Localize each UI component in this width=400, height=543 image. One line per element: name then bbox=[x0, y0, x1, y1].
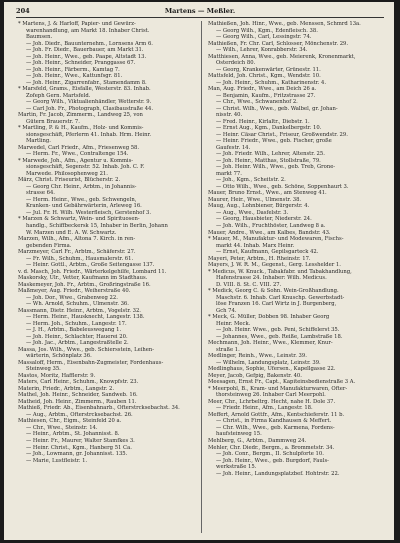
directory-entry-line: — Benjamin, Kaufm., Fritzstrasse 27. bbox=[216, 92, 316, 99]
directory-entry-line: — Fred. Heinr., Kirlaltr., Diebstr. 1. bbox=[216, 118, 310, 125]
directory-entry-line: Mauer, Bruno Ernst., Wwe., am Stenweg 41. bbox=[208, 190, 327, 197]
directory-entry-line: Massa, Jos. Wilh., Wwe., geb. Schiersstein, Leihen- bbox=[18, 346, 155, 353]
directory-entry-line: — Joh. Conr., Bergm., II. Schulpforte 10. bbox=[216, 451, 324, 458]
directory-entry-line: handlg., Schiffbeckersk 15, Inhaber in Berlin, Johann bbox=[26, 222, 168, 229]
directory-entry-line: Massmann, Dietr. Heinr., Arbtm., Vogelstr. 32. bbox=[18, 307, 141, 314]
directory-entry-line: — Joh. Wilh., Fruchthöster, Landweg 8 a. bbox=[216, 222, 326, 229]
directory-entry-line: Meyer, Jacob, Gefpig, Bakenstr. 40. bbox=[208, 372, 302, 379]
directory-entry-line: D. VIII. 8. St. C. VIII. 27. bbox=[216, 281, 282, 288]
directory-entry-line: werkstraße 15. bbox=[216, 464, 257, 471]
directory-entry-line: Mathießen, Joh. Hinr., Wwe., geb. Menssen, Schmrd 13a. bbox=[208, 21, 361, 27]
directory-entry-line: Mattsfeld, Joh. Christ., Kgm., Wendstr. 10. bbox=[208, 73, 321, 80]
directory-entry-line: Marwedel, Carl Friedr., Afm., Friesenweg 58. bbox=[18, 144, 140, 151]
directory-entry-line: Martling. bbox=[26, 138, 51, 145]
directory-entry-line: — Heinr., Arbtm., St. Johannisst. 8. bbox=[26, 431, 120, 438]
directory-entry-line: Maschstr. 6. Inhab. Carl Knuschp. Gewerbstadt- bbox=[216, 294, 345, 301]
directory-entry-line: — Johannes, Wwe., geb. Reiße, Lambstraße 18. bbox=[216, 333, 343, 340]
column-divider bbox=[201, 21, 202, 533]
directory-entry-line: * Meck, G. Müller, Dobben 98. Inhaber Georg bbox=[208, 314, 330, 321]
directory-entry-line: — Joh. Heinr., Schneider, Pranggasse 67. bbox=[26, 60, 136, 67]
directory-entry-line: — Joh. Heinr., Schuhm., Katharinenstr. 4. bbox=[216, 79, 327, 86]
directory-entry-line: Mehler, Chr. Diedr., Bergm., a. Brommetstr. 34. bbox=[208, 444, 335, 451]
directory-entry-line: * Marsfeld, Grams., Eisfalle, Westerstr. 83. Inhab. bbox=[18, 86, 151, 93]
directory-entry-line: Gütern Brauerstr. 7. bbox=[26, 118, 80, 125]
directory-entry-line: — Aug., Arbtm., Ofterstrcksebachst. 26. bbox=[26, 411, 133, 418]
directory-entry-line: — Ernst, Kaufmann, Gepilsgarteck 42. bbox=[216, 249, 319, 256]
directory-entry-line: — Joh. Dor., Wwe., Grabenweg 22. bbox=[26, 294, 118, 301]
directory-entry-line: strasse 64. bbox=[26, 190, 55, 197]
directory-entry-line: * Marzen & Schwartz, Wein- und Spirituosen- bbox=[18, 216, 140, 223]
directory-entry-line: * Meerpohl, B., Kram- und Manufakturwaren, Ofter- bbox=[208, 385, 348, 392]
directory-entry-line: Medlinghaus, Sophie, Ufersen., Kapellgasse 22. bbox=[208, 366, 336, 373]
directory-entry-line: — Heinr. Gottl., Arbtm., Große Seitengasse 137. bbox=[26, 262, 155, 269]
directory-entry-line: Marwede. Philosophenweg 21. bbox=[26, 170, 108, 177]
directory-entry-line: — Chr., Wwe., Steinstr. 14. bbox=[26, 424, 98, 431]
directory-entry-line: — Joh. Diedr., Bauunternehm., Lornsens Arm 6. bbox=[26, 40, 153, 47]
directory-entry-line: Maurer, Heir., Wwe., Ulmenstr. 38. bbox=[208, 196, 302, 203]
directory-entry-line: — Wilh., Lehrer, Konrabberstr. 34. bbox=[216, 47, 308, 54]
directory-entry-line: Martin, Fr. Jacob, Zimmerm., Landweg 25, von bbox=[18, 112, 143, 119]
directory-entry-line: Maßmeyer, Aug. Friedr., Weiherstraße 40. bbox=[18, 288, 131, 295]
directory-entry-line: Mathießen, Fr. Chr. Carl, Schlosser, Mönchenstr. 29. bbox=[208, 40, 349, 47]
directory-entry-line: Marzmeyer, Carl Fr., Arbtm., Schäferstr. 27. bbox=[18, 249, 136, 256]
directory-entry-line: Materin, Friedr., Arbtm., Langstr. 2. bbox=[18, 385, 115, 392]
directory-entry-line: markt 77. bbox=[216, 170, 242, 177]
directory-entry-line: Mehlberg, G., Arbtm., Dammweg 24. bbox=[208, 438, 307, 444]
directory-entry-line: — Georg Wilh., Kgm., Edenfleisch. 38. bbox=[216, 27, 318, 34]
directory-entry-line: — Joh., Kgm., Scheitstr. 2. bbox=[216, 177, 286, 184]
page-title: Martens — Meßler. bbox=[164, 7, 236, 15]
directory-entry-line: — Joh. Friedr. Wilh., Lehrer, Altenstr. 25. bbox=[216, 151, 325, 158]
directory-entry-line: thorsteinweg 26. Inhaber Carl Meerpohl. bbox=[216, 392, 326, 399]
directory-entry-line: — Herm. Joh., Schuhm., Langestr. 17. bbox=[26, 320, 127, 327]
directory-entry-line: sionsgeschäft, Pferlerm 41. Inhab. Hrm. Heinr. bbox=[26, 131, 152, 138]
directory-entry-line: * Medick, Georg C. & Sohn. Wein-Großhandlung. bbox=[208, 288, 339, 295]
directory-entry-line: * Martling, P. & H., Kaufm., Holz- und Kommis- bbox=[18, 125, 144, 132]
directory-entry-line: — Joh. Heinr. Wwe., geb. Peni, Schiffelerst 35. bbox=[216, 327, 340, 334]
directory-entry-line: — Joh. Fr. Diedr., Bauerbauer, am Markt 31. bbox=[26, 47, 144, 54]
directory-entry-line: Maug, Aug., Lohnbiener, Bürgerstr. 4. bbox=[208, 203, 310, 210]
directory-entry-line: — Georg Wilh., Carl, Lessingstr. 74. bbox=[216, 34, 312, 41]
directory-entry-line: — Joh. Heinr., Wwe., geb. Burgdorf, Fauls- bbox=[216, 457, 329, 464]
right-column bbox=[208, 21, 380, 477]
directory-entry-line: Gch 74. bbox=[216, 307, 237, 314]
directory-entry-line: Man, Aug. Friedr., Wwe., am Deich 26 a. bbox=[208, 86, 317, 93]
directory-entry-line: — Carl Joh. Fr., Photograph, Clasibaustraße 44. bbox=[26, 105, 154, 112]
directory-entry-line: — Otto Wilh., Wwe., geb. Schöne, Soppenhaurt 3. bbox=[216, 183, 349, 190]
directory-entry-line: — Joh. Heinr., Färberm., Kamtag 7. bbox=[26, 66, 120, 73]
directory-entry-line: Meesagen, Ernst Fr., Capt., Kapiteinsbedienstraße 3 A. bbox=[208, 379, 356, 386]
directory-entry-line: Maters, Carl Heinr., Schuhm., Knowpfstr. 23. bbox=[18, 379, 139, 386]
directory-entry-line: Medlinger, Reinh., Wwe., Leinstr. 39. bbox=[208, 353, 307, 360]
directory-entry-line: Heinr. Meck. bbox=[216, 320, 251, 327]
directory-entry-line: warenhandlung, am Markt 18. Inhaber Christ. bbox=[26, 27, 150, 34]
directory-entry-line: Maskorsky, Ulr., Vetter, Kaufmann im Stadthaus. bbox=[18, 275, 148, 282]
directory-entry-line: — Herm. Fr., Wwe., Contraltenge 154. bbox=[26, 151, 129, 158]
directory-entry-line: Mayeri, Peter, Arbtm., H. Rheinstr. 17. bbox=[208, 255, 311, 262]
directory-entry-line: Steinweg 35. bbox=[26, 366, 61, 373]
directory-entry-line: Mathieß, Friedr. Ab., Eisenbahnarb., Ofterstrcksebachst. 34. bbox=[18, 405, 180, 412]
directory-entry-line: — Ernst Aug., Kgm., Dankelbergstr. 10. bbox=[216, 125, 322, 132]
directory-entry-line: gebenden Firma. bbox=[26, 242, 72, 249]
directory-entry-line: Mauer, Andre., Wwe., am Kalbes, Bandstr. 43. bbox=[208, 229, 331, 236]
directory-entry-line: — J. H., Arbtm., Babeleuswegang 1. bbox=[26, 327, 122, 334]
directory-entry-line: Maskemeyer, Joh. Fr., Arbtm., Großringstraße 16. bbox=[18, 281, 151, 288]
directory-entry-line: — Chr. Wilh., Wwe., geb. Karmena, Fordens- bbox=[216, 424, 335, 431]
directory-entry-line: — Joh. Heinr., Wwe., Kattunfsgr. 81. bbox=[26, 73, 123, 80]
directory-entry-line: Meffert, Arnold Gottfr., Afm., Kentschieferstr. 11 b. bbox=[208, 411, 345, 418]
directory-entry-line: — Chr., Wwe., Schwanenhof 2. bbox=[216, 99, 298, 106]
directory-entry-line: Osterdeich 80. bbox=[216, 60, 256, 67]
directory-entry-line: markt 44. Inhab. Marx Heinr. bbox=[216, 242, 295, 249]
directory-entry-line: — Marie, Lustfleistr. 1. bbox=[26, 457, 88, 464]
directory-entry-line: — Joh. Heinr., Schlachter, Hauerei 20. bbox=[26, 333, 128, 340]
directory-entry-line: — Wh. Arnold, Schuhm., Ulmenstr. 36. bbox=[26, 301, 129, 308]
directory-entry-line: — Georg Chr. Heinr., Arbtm., in Johannis- bbox=[26, 183, 137, 190]
directory-entry-line: straße 1. bbox=[216, 346, 240, 353]
directory-entry-line: sionsgeschäft, Segenstr. 52. Inhab. Joh. C. F. bbox=[26, 164, 145, 171]
directory-entry-line: haufsteinweg 15. bbox=[216, 431, 262, 438]
directory-entry-line: * Medicus, W. Knuck., Tabakfabr. und Tabakhandlung, bbox=[208, 268, 352, 275]
directory-entry-line: — Christ. Wilh., Wwe., geb. Walbel, gr. Johan- bbox=[216, 105, 338, 112]
directory-entry-line: — Joh. Heinr., Landungsplatzbef. Hohtrstr. 22. bbox=[216, 470, 340, 477]
header-rule bbox=[16, 17, 384, 18]
directory-entry-line: Mathiesen, Chr., Eigm., Steinfeld 20 a. bbox=[18, 418, 122, 425]
directory-entry-line: — Heinr. Cäsar Christ., Friseur, Großwendstr. 29. bbox=[216, 131, 348, 138]
left-column bbox=[18, 21, 190, 464]
directory-entry-line: — Fr. Wilh., Schuhm., Hausmalerstr. 61. bbox=[26, 255, 134, 262]
directory-entry-line: wärterin, Schönplatz 36. bbox=[26, 353, 92, 360]
directory-entry-line: Massaloff, Herm., Eisenbahn-Zugmeister, Fordenhaus- bbox=[18, 359, 164, 366]
directory-entry-line: — Heinr. Christ., Kgm., Hanberg 51 Ca. bbox=[26, 444, 132, 451]
directory-entry-line: — Joh. Jac., Arbtm., Langestraßtelle 2. bbox=[26, 340, 129, 347]
directory-page bbox=[4, 2, 394, 540]
directory-entry-line: — Joh. Heinr., Zigarrenfabr., Stamendamm 8. bbox=[26, 79, 147, 86]
directory-entry-line: Matthiesen, Anna, Wwe., geb. Meierenk, Kronenmarkt, bbox=[208, 53, 356, 60]
directory-entry-line: v. d. Masch, Joh. Friedr., Wärterkelgehilfe, Lombard 11. bbox=[18, 268, 167, 275]
directory-entry-line: — Herm. Heinr., Wwe., geb. Schwengeln, bbox=[26, 196, 137, 203]
directory-entry-line: Mathel, Joh. Heinr., Schneider, Sandweb. 16. bbox=[18, 392, 138, 399]
directory-entry-line: — Aug., Wwe., Dasfelstr. 3. bbox=[216, 209, 289, 216]
directory-entry-line: Kranken- und Gebährwärterin, Arleweg 16. bbox=[26, 203, 142, 210]
directory-entry-line: — Friedr. Heinr., Afm., Langestr. 18. bbox=[216, 405, 313, 412]
directory-entry-line: Mastos, Moritz, Hafflerstr. 9. bbox=[18, 372, 96, 379]
directory-entry-line: — Georg Wilh., Viktualienhändler, Wetterstr. 9. bbox=[26, 99, 152, 106]
directory-entry-line: März, Christ. Friseurist, Blücherstr. 2. bbox=[18, 177, 121, 184]
directory-entry-line: — Christ., in Firma Kandhausen & Meffert. bbox=[216, 418, 332, 425]
directory-entry-line: * Martens, J. & Harloff, Papier- und Gewürz- bbox=[18, 21, 136, 27]
directory-entry-line: — Joh., Lowmann, gr. Johannisst. 135. bbox=[26, 451, 128, 458]
directory-entry-line: Gaufestr. 14. bbox=[216, 144, 251, 151]
directory-entry-line: — Jul. Fr. H. Wilh. Westerfleisch, Gerstenhof 3. bbox=[26, 209, 152, 216]
directory-entry-line: Mayers, J. W. R. M., Gegenst., Gerg. Lesshelder 1. bbox=[208, 262, 341, 269]
directory-entry-line: * Marwede, Joh., Afm., Agentur u. Kommis- bbox=[18, 157, 134, 164]
directory-entry-line: Hafenstrasse 24. Inhaber: Wilh. Medicus. bbox=[216, 275, 327, 282]
directory-entry-line: — Joh. Heinr., Matthas, Stollstraße, 79. bbox=[216, 157, 321, 164]
directory-entry-line: — Herm. Heinr., Hausknecht, Langestr. 138. bbox=[26, 314, 145, 321]
directory-entry-line: Matheid, Joh. Heinr., Zimmerm., Rauben 11. bbox=[18, 398, 137, 405]
directory-entry-line: W. Marzen und E. A. W. Schwartz. bbox=[26, 229, 117, 236]
directory-entry-line: Mechmann, Joh. Heinr., Wwe., Klemmer, Knur- bbox=[208, 340, 333, 347]
directory-entry-line: Meer, Chr., Lchrbeltrg. Hecht, nahe H. Dole 37. bbox=[208, 398, 336, 405]
directory-entry-line: — Georg, Krankenwärter, Grünestr. 11. bbox=[216, 66, 321, 73]
directory-entry-line: * Mauer, M., Manufaktur- und Modewaren, Fischs- bbox=[208, 236, 344, 243]
directory-entry-line: — Wilhelm, Landungsplatz, Leinstr. 39. bbox=[216, 359, 321, 366]
directory-entry-line: nisstr. 40. bbox=[216, 112, 243, 119]
directory-entry-line: löse Franzen 16. Carl Wirtz in J. Burgenberg, bbox=[216, 301, 337, 308]
directory-entry-line: — Georg, Hausbieter, Niederstr. 24. bbox=[216, 216, 312, 223]
directory-entry-line: — Heinr. Friedr., Wwe., geb. Fischer, große bbox=[216, 138, 332, 145]
directory-entry-line: Zofeph Gern. Martsfeld. bbox=[26, 92, 91, 99]
directory-entry-line: — Joh. Heinr., Wwe., geb. Paape, Altstadt 13. bbox=[26, 53, 147, 60]
directory-entry-line: — Joh. Heinr. Wilh., Wwe., geb. Treb, Grone- bbox=[216, 164, 336, 171]
page-header bbox=[16, 7, 384, 17]
directory-entry-line: — Heinr. Fr., Maurer, Walter Stamfkes 3. bbox=[26, 438, 135, 444]
directory-entry-line: Marzen, Wilh., Afm., Altona 7. Kirch. in ren- bbox=[18, 236, 136, 243]
page-number: 204 bbox=[16, 7, 30, 15]
directory-entry-line: Baumsen. bbox=[26, 34, 53, 41]
